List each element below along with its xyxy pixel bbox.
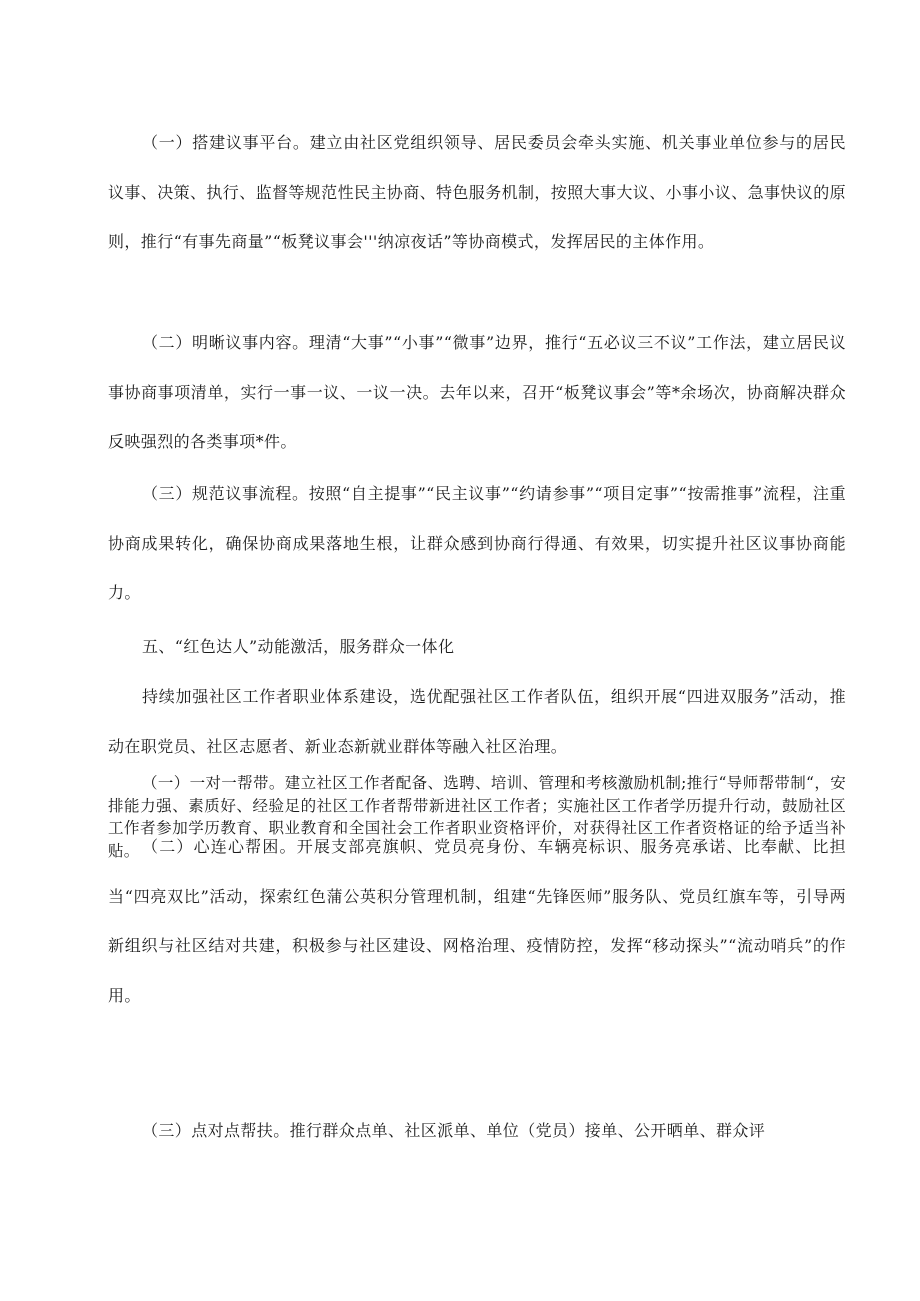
paragraph-assistance: （二）心连心帮困。开展支部亮旗帜、党员亮身份、车辆亮标识、服务亮承诺、比奉献、比担当“四亮双比”活动，探索红色蒲公英积分管理机制，组建“先锋医师”服务队、党员红旗车等，引导两新组织与社区结对共建，积极参与社区建设、网格治理、疫情防控，发挥“移动探头”“流动哨兵”的作用。 [108,837,846,1005]
paragraph-point-support: （三）点对点帮扶。推行群众点单、社区派单、单位（党员）接单、公开晒单、群众评 [142,1121,766,1140]
paragraph-platform: （一）搭建议事平台。建立由社区党组织领导、居民委员会牵头实施、机关事业单位参与的居民议事、决策、执行、监督等规范性民主协商、特色服务机制，按照大事大议、小事小议、急事快议的原则，推行“有事先商量”“板凳议事会'''纳凉夜话”等协商模式，发挥居民的主体作用。 [108,133,847,251]
section-heading-five: 五、“红色达人”动能激活，服务群众一体化 [142,637,455,656]
paragraph-content: （二）明晰议事内容。理清“大事”“小事”“微事”边界，推行“五必议三不议”工作法，建立居民议事协商事项清单，实行一事一议、一议一决。去年以来，召开“板凳议事会”等*余场次，协商解决群众反映强烈的各类事项*件。 [108,333,846,451]
paragraph-process: （三）规范议事流程。按照“自主提事”“民主议事”“约请参事”“项目定事”“按需推事”流程，注重协商成果转化，确保协商成果落地生根，让群众感到协商行得通、有效果，切实提升社区议事协商能力。 [108,484,846,602]
paragraph-mentoring: （一）一对一帮带。建立社区工作者配备、选聘、培训、管理和考核激励机制;推行“导师帮带制“，安排能力强、素质好、经验足的社区工作者帮带新进社区工作者；实施社区工作者学历提升行动，鼓励社区工作者参加学历教育、职业教育和全国社会工作者职业资格评价，对获得社区工作者资格证的给予适当补贴。 [108,774,846,860]
paragraph-section-intro: 持续加强社区工作者职业体系建设，选优配强社区工作者队伍，组织开展“四进双服务”活动，推动在职党员、社区志愿者、新业态新就业群体等融入社区治理。 [108,687,846,756]
